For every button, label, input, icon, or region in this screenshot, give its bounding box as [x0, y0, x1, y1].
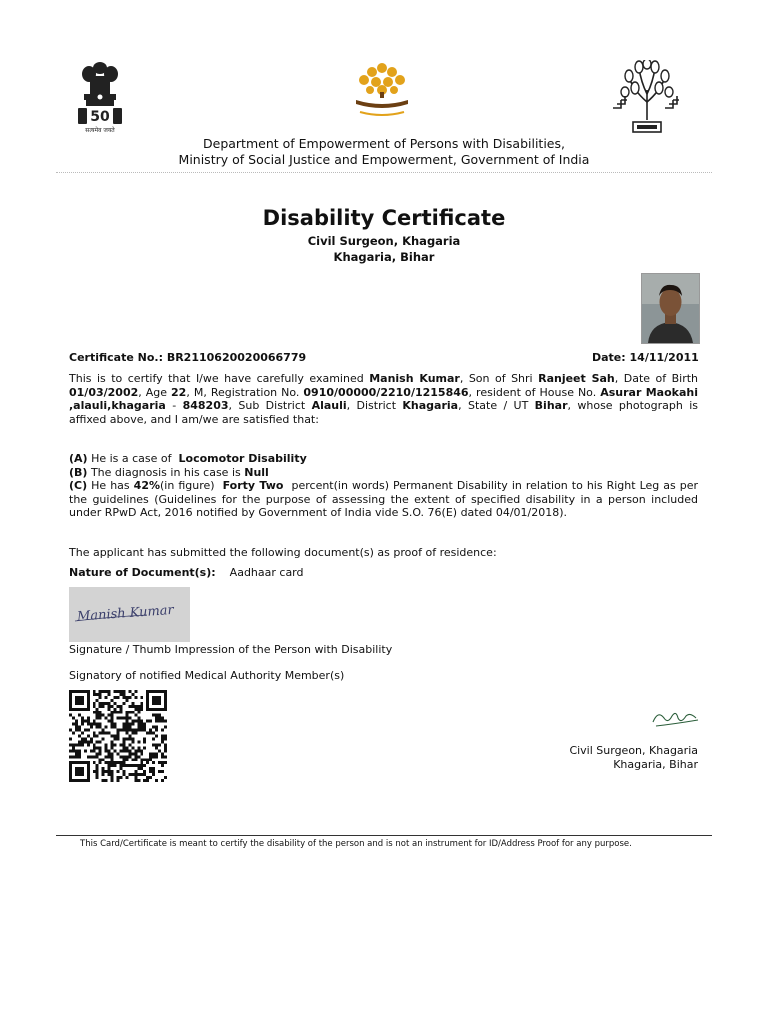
department-header [0, 136, 768, 168]
item-b [69, 466, 698, 480]
body-text: , District [346, 399, 397, 412]
svg-text:50: 50 [90, 109, 110, 125]
certificate-title: Disability Certificate [262, 206, 506, 230]
item-c-text: He has [91, 479, 130, 492]
certificate-date [592, 351, 699, 364]
disability-percent-words: Forty Two [222, 479, 284, 492]
certificate-date-label: Date: [592, 351, 626, 364]
applicant-photo [641, 273, 700, 344]
state: Bihar [534, 399, 568, 412]
header-line-1: Department of Empowerment of Persons with Disabilities, [203, 136, 565, 151]
body-text: - [172, 399, 177, 412]
disability-percent: 42% [133, 479, 161, 492]
item-c-label: (C) [69, 479, 88, 492]
certification-paragraph [69, 372, 698, 426]
item-a-label: (A) [69, 452, 88, 465]
age: 22 [171, 385, 187, 399]
body-text: , Sub District [228, 399, 306, 412]
proof-intro: The applicant has submitted the following document(s) as proof of residence: [69, 546, 497, 559]
registration-number: 0910/00000/2210/1215846 [303, 385, 469, 399]
issuer-line-1: Civil Surgeon, Khagaria [307, 234, 461, 248]
body-text: , Age [138, 385, 168, 399]
handwritten-signature: Manish Kumar [76, 602, 175, 625]
item-c-text: (in figure) [160, 479, 215, 492]
header-divider [56, 172, 712, 173]
body-text: , State / UT [458, 399, 529, 412]
nature-value: Aadhaar card [229, 566, 304, 579]
authority-line-2: Khagaria, Bihar [613, 758, 698, 771]
district: Khagaria [402, 399, 459, 412]
bihar-state-logo [613, 60, 681, 136]
authority-line-1: Civil Surgeon, Khagaria [569, 744, 698, 757]
body-text: , Son of Shri [459, 372, 533, 385]
national-emblem-logo [76, 58, 124, 134]
house-address: Asurar Maokahi ,alauli,khagaria [69, 385, 698, 412]
applicant-name: Manish Kumar [369, 372, 460, 385]
medical-authority-signature [650, 706, 700, 730]
department-logo [346, 60, 418, 120]
body-text: , whose photograph is affixed above, and I am/we are satisfied that: [69, 399, 699, 426]
item-a [69, 452, 698, 466]
item-c [69, 479, 698, 520]
footer-disclaimer: This Card/Certificate is meant to certify the disability of the person and is not an instrument for ID/Address Proof for any purpose. [80, 839, 632, 849]
issuer-line-2: Khagaria, Bihar [333, 250, 435, 264]
footer-divider [56, 835, 712, 836]
signatory-label: Signatory of notified Medical Authority Member(s) [69, 669, 345, 682]
body-text: , Date of Birth [614, 372, 699, 385]
authority-block [569, 744, 698, 772]
body-text: , resident of House No. [468, 385, 597, 399]
disability-details [69, 452, 698, 520]
diagnosis: Null [244, 465, 269, 479]
father-name: Ranjeet Sah [538, 372, 615, 385]
signature-caption: Signature / Thumb Impression of the Person with Disability [69, 643, 393, 656]
nature-label: Nature of Document(s): [69, 566, 216, 579]
item-c-text: percent(in words) Permanent Disability in relation to his Right Leg as per the guidelines (Guidelines for the purpose of assessing the extent of specified disability in a person included under RPwD Act, 2016 notified by Government of India vide S.O. 76(E) dated 04/01/2018). [69, 479, 699, 519]
nature-of-document [69, 566, 304, 579]
pin-code: 848203 [182, 399, 229, 412]
emblem-motto: सत्यमेव जयते [85, 127, 115, 134]
qr-code[interactable] [69, 690, 167, 782]
item-a-text: He is a case of [91, 452, 172, 465]
body-text: This is to certify that I/we have carefully examined [69, 372, 364, 385]
body-text: , M, Registration No. [186, 385, 300, 399]
item-b-label: (B) [69, 465, 88, 479]
sub-district: Alauli [311, 399, 347, 412]
certificate-number [69, 351, 306, 364]
disability-type: Locomotor Disability [178, 452, 307, 465]
applicant-signature [69, 587, 190, 642]
certificate-number-value: BR2110620020066779 [166, 351, 307, 364]
date-of-birth: 01/03/2002 [69, 385, 139, 399]
certificate-number-label: Certificate No.: [69, 351, 163, 364]
header-line-2: Ministry of Social Justice and Empowerment, Government of India [178, 152, 590, 167]
certificate-date-value: 14/11/2011 [629, 351, 699, 364]
item-b-text: The diagnosis in his case is [90, 465, 241, 479]
